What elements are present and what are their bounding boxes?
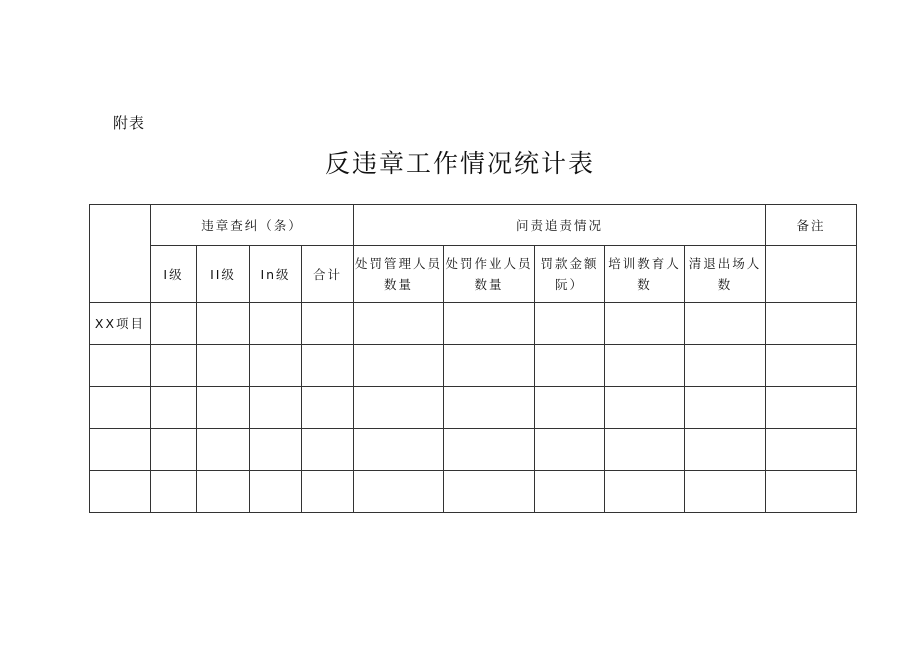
table-cell (250, 429, 302, 471)
attachment-label: 附表 (113, 114, 146, 132)
table-cell (354, 387, 444, 429)
document-title: 反违章工作情况统计表 (324, 149, 595, 178)
table-cell (197, 345, 250, 387)
table-cell (605, 303, 685, 345)
table-cell (444, 471, 535, 513)
table-cell (766, 303, 857, 345)
col-header-level-3: In级 (250, 246, 302, 303)
table-cell (766, 345, 857, 387)
table-cell (250, 303, 302, 345)
remarks-sub-cell (766, 246, 857, 303)
col-header-removed-count: 清退出场人数 (685, 246, 766, 303)
table-cell (535, 387, 605, 429)
table-cell (302, 303, 354, 345)
table-cell (151, 387, 197, 429)
table-cell (605, 387, 685, 429)
table-row (90, 387, 857, 429)
table-cell (354, 429, 444, 471)
table-cell (535, 471, 605, 513)
remarks-header: 备注 (766, 205, 857, 246)
table-cell (354, 303, 444, 345)
row-label-header-cell (90, 205, 151, 303)
header-row-groups (90, 205, 857, 246)
table-cell (302, 429, 354, 471)
table-cell (197, 429, 250, 471)
table-cell (197, 471, 250, 513)
table-cell (685, 471, 766, 513)
col-header-fine-amount: 罚款金额阮） (535, 246, 605, 303)
table-cell (151, 471, 197, 513)
header-row-columns (90, 246, 857, 303)
table-cell (151, 429, 197, 471)
table-cell (605, 345, 685, 387)
col-header-level-2: II级 (197, 246, 250, 303)
table-cell (302, 345, 354, 387)
table-cell (197, 303, 250, 345)
violation-check-header: 违章查纠（条） (151, 205, 354, 246)
col-header-total: 合计 (302, 246, 354, 303)
col-header-training-count: 培训教育人数 (605, 246, 685, 303)
table-cell (444, 387, 535, 429)
table-cell (354, 471, 444, 513)
table-cell (197, 387, 250, 429)
table-cell (766, 471, 857, 513)
table-cell (151, 345, 197, 387)
table-cell (444, 429, 535, 471)
col-header-punished-managers: 处罚管理人员数量 (354, 246, 444, 303)
row-label (90, 345, 151, 387)
row-label (90, 471, 151, 513)
table-cell (250, 471, 302, 513)
table-cell (250, 387, 302, 429)
table-cell (302, 471, 354, 513)
table-cell (766, 387, 857, 429)
table-row (90, 303, 857, 345)
table-row (90, 471, 857, 513)
table-cell (685, 345, 766, 387)
table-cell (535, 429, 605, 471)
table-cell (151, 303, 197, 345)
table-row (90, 345, 857, 387)
table-cell (605, 471, 685, 513)
table-cell (605, 429, 685, 471)
table-cell (535, 345, 605, 387)
table-cell (685, 387, 766, 429)
table-cell (250, 345, 302, 387)
table-cell (302, 387, 354, 429)
table-cell (354, 345, 444, 387)
row-label (90, 387, 151, 429)
table-cell (444, 345, 535, 387)
row-label (90, 429, 151, 471)
accountability-header: 问责追责情况 (354, 205, 766, 246)
table-cell (444, 303, 535, 345)
table-cell (685, 303, 766, 345)
table-cell (685, 429, 766, 471)
row-label: XX项目 (90, 303, 151, 345)
col-header-level-1: I级 (151, 246, 197, 303)
table-row (90, 429, 857, 471)
table-cell (535, 303, 605, 345)
table-cell (766, 429, 857, 471)
col-header-punished-workers: 处罚作业人员数量 (444, 246, 535, 303)
statistics-table (89, 204, 857, 513)
